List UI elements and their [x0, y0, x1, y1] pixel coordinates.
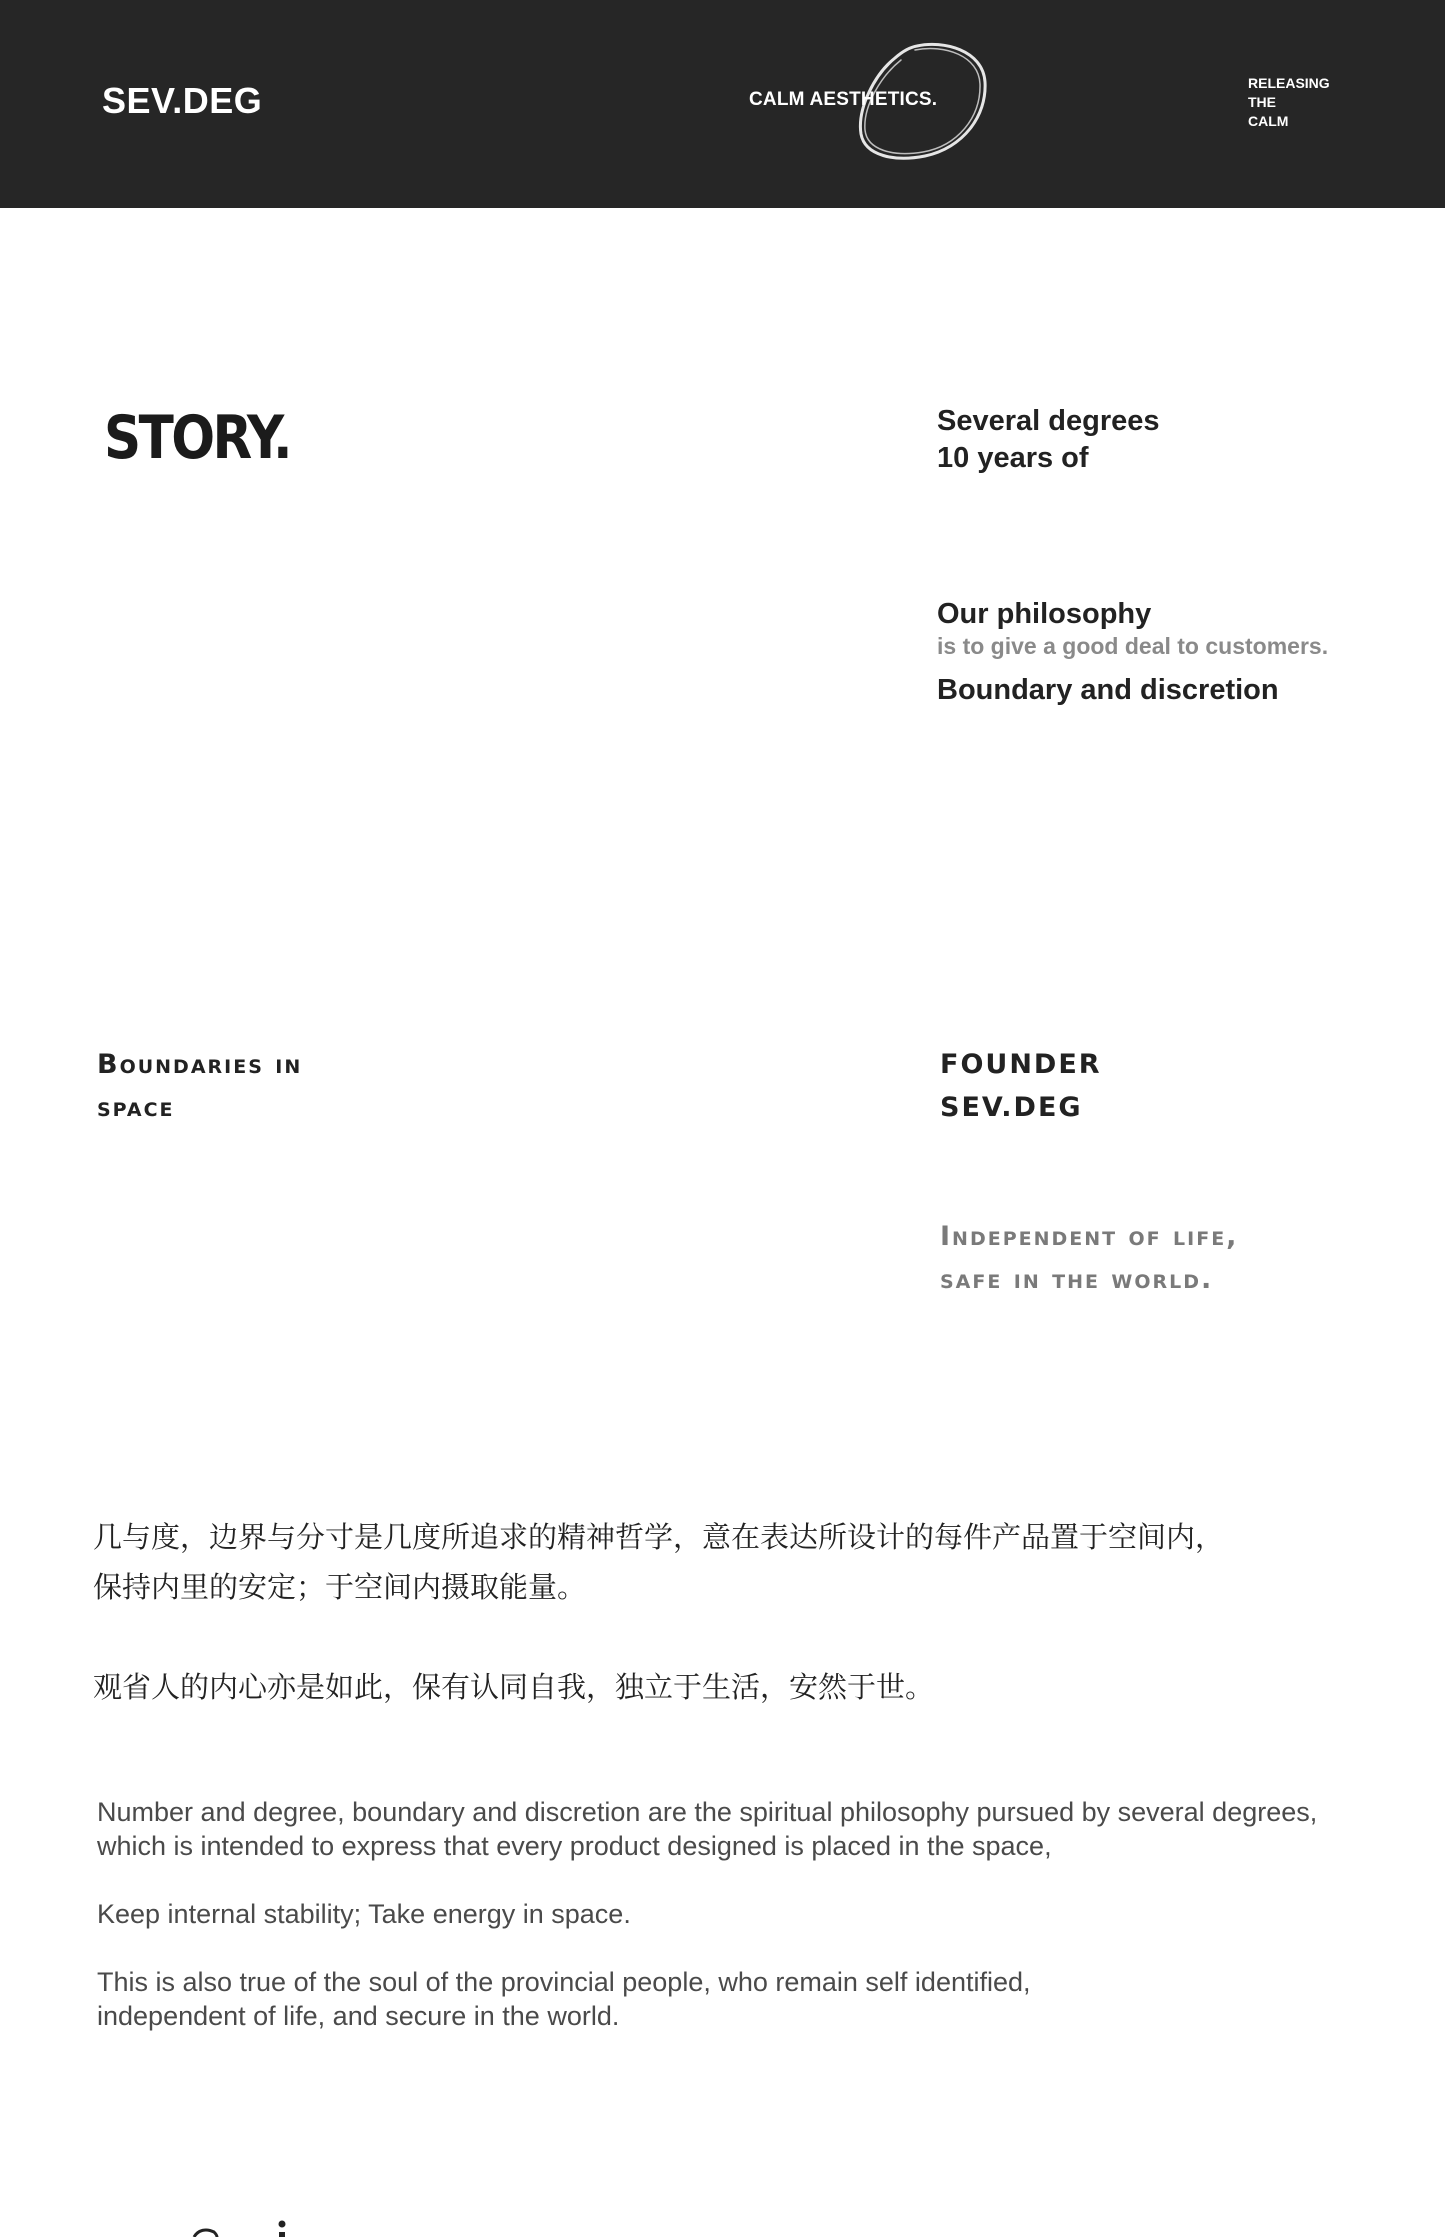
releasing-line: THE: [1248, 94, 1276, 110]
boundary-discretion-text: Boundary and discretion: [937, 674, 1279, 706]
tagline: CALM AESTHETICS.: [749, 89, 938, 110]
english-paragraph-2: [97, 1897, 631, 1931]
philosophy-title: Our philosophy: [937, 598, 1152, 630]
degrees-line: Several degrees: [937, 405, 1160, 437]
philosophy-block: [937, 596, 1328, 708]
paragraph-line: Keep internal stability; Take energy in space.: [97, 1899, 631, 1929]
site-header: [0, 0, 1445, 208]
heading-line: SEV.DEG: [940, 1092, 1083, 1123]
paragraph-line: independent of life, and secure in the world.: [97, 2001, 620, 2031]
heading-line: Independent of life,: [940, 1221, 1239, 1252]
paragraph-line: 保持内里的安定；于空间内摄取能量。: [93, 1570, 587, 1604]
paragraph-line: 几与度，边界与分寸是几度所追求的精神哲学，意在表达所设计的每件产品置于空间内，: [93, 1520, 1225, 1554]
english-paragraph-3: [97, 1965, 1031, 2033]
cropped-lettering-art: [180, 2210, 300, 2237]
heading-line: Boundaries in: [97, 1049, 303, 1080]
brand-logo[interactable]: SEV.DEG: [102, 80, 263, 121]
heading-line: space: [97, 1092, 175, 1123]
philosophy-subtitle: is to give a good deal to customers.: [937, 633, 1329, 659]
paragraph-line: 观省人的内心亦是如此，保有认同自我，独立于生活，安然于世。: [93, 1670, 935, 1704]
chinese-paragraph-1: [93, 1512, 1224, 1612]
chinese-paragraph-2: [93, 1662, 934, 1712]
heading-line: safe in the world.: [940, 1264, 1214, 1295]
english-paragraph-1: [97, 1795, 1317, 1863]
releasing-the-calm: [1248, 74, 1330, 131]
several-degrees-text: [937, 403, 1159, 477]
paragraph-line: Number and degree, boundary and discretion are the spiritual philosophy pursued by several degrees,: [97, 1797, 1318, 1827]
founder-heading: [940, 1043, 1102, 1129]
releasing-line: RELEASING: [1248, 75, 1330, 91]
paragraph-line: which is intended to express that every product designed is placed in the space,: [97, 1831, 1052, 1861]
releasing-line: CALM: [1248, 113, 1289, 129]
paragraph-line: This is also true of the soul of the provincial people, who remain self identified,: [97, 1967, 1031, 1997]
story-title: STORY.: [104, 403, 291, 473]
heading-line: FOUNDER: [940, 1049, 1102, 1080]
boundaries-in-space-heading: [97, 1043, 302, 1129]
independent-of-life-heading: [940, 1215, 1238, 1301]
degrees-line: 10 years of: [937, 442, 1089, 474]
